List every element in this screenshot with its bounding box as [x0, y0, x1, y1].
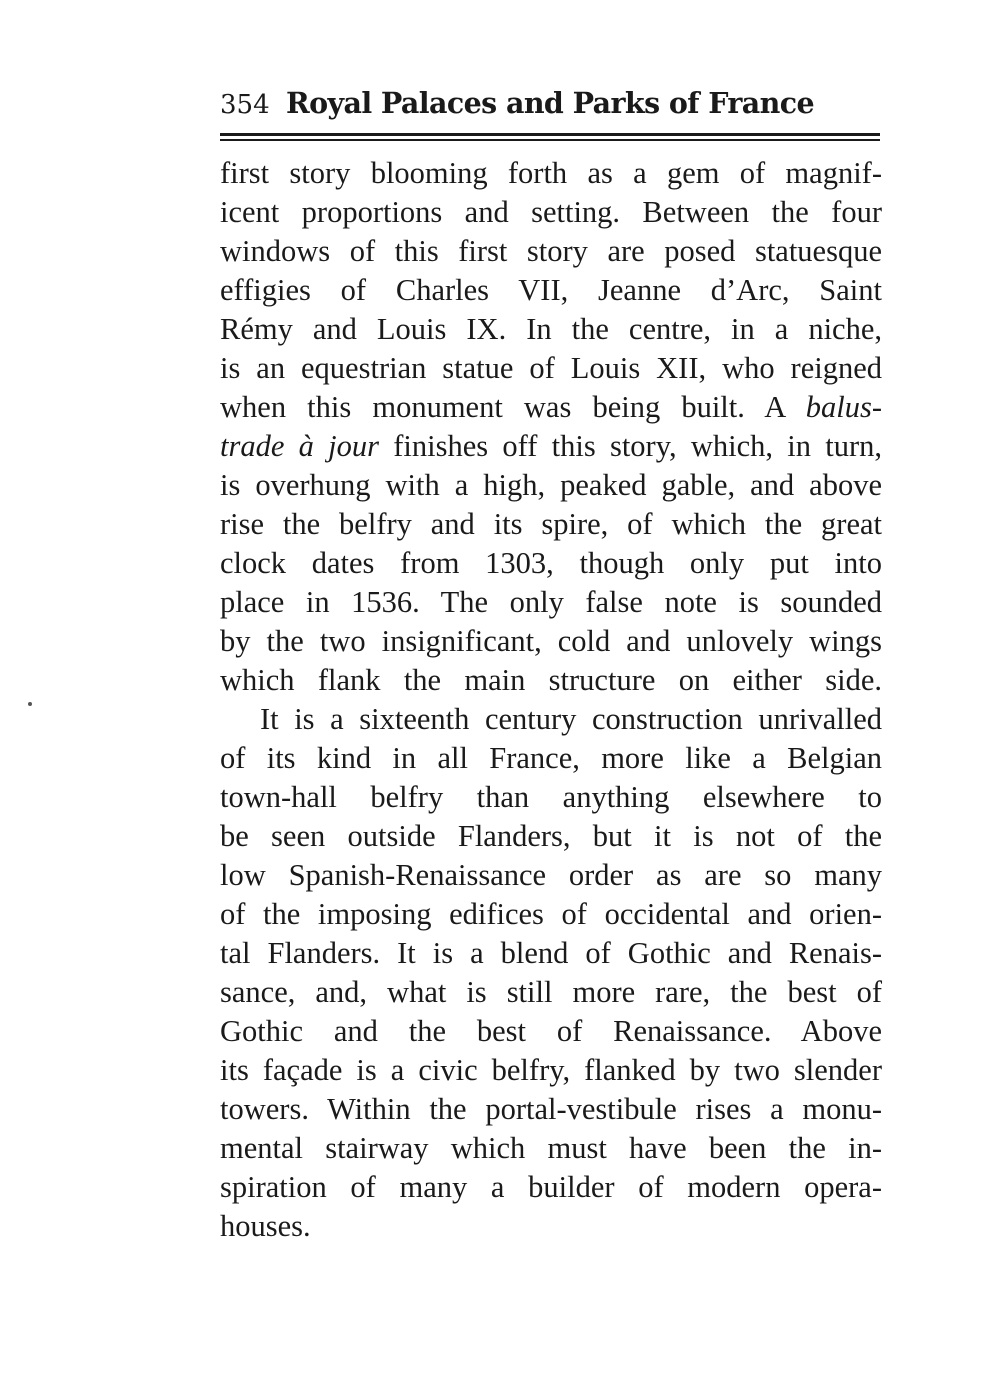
- text-line: sance, and, what is still more rare, the best of: [220, 975, 882, 1009]
- text-line: houses.: [220, 1209, 311, 1243]
- text-segment: when this monument was being built. A: [220, 390, 806, 424]
- text-line: first story blooming forth as a gem of magnif-: [220, 156, 882, 190]
- header-rule-thick: [220, 133, 880, 136]
- scan-speck: [28, 702, 32, 706]
- text-line: mental stairway which must have been the in-: [220, 1131, 882, 1165]
- text-line: by the two insignificant, cold and unlovely wings: [220, 624, 882, 658]
- text-segment: finishes off this story, which, in turn,: [378, 429, 882, 463]
- text-line: which flank the main structure on either side.: [220, 663, 882, 697]
- text-line: [220, 388, 882, 427]
- text-line: of the imposing edifices of occidental and orien-: [220, 897, 882, 931]
- body-text: [220, 154, 882, 1246]
- header-rule-thin: [220, 139, 880, 141]
- text-line: rise the belfry and its spire, of which the great: [220, 507, 882, 541]
- text-line: place in 1536. The only false note is sounded: [220, 585, 882, 619]
- italic-phrase: balus-: [805, 390, 882, 424]
- text-line: It is a sixteenth century construction unrivalled: [260, 702, 882, 736]
- text-line: is overhung with a high, peaked gable, and above: [220, 468, 882, 502]
- text-line: is an equestrian statue of Louis XII, who reigned: [220, 351, 882, 385]
- text-line: windows of this first story are posed statuesque: [220, 234, 882, 268]
- text-line: tal Flanders. It is a blend of Gothic and Renais-: [220, 936, 882, 970]
- italic-phrase: trade à jour: [220, 429, 379, 463]
- text-line: clock dates from 1303, though only put into: [220, 546, 882, 580]
- text-line: of its kind in all France, more like a Belgian: [220, 741, 882, 775]
- text-line: spiration of many a builder of modern opera-: [220, 1170, 882, 1204]
- text-line: its façade is a civic belfry, flanked by two slender: [220, 1053, 882, 1087]
- text-line: effigies of Charles VII, Jeanne d’Arc, Saint: [220, 273, 882, 307]
- text-line: Rémy and Louis IX. In the centre, in a niche,: [220, 312, 882, 346]
- text-line: town-hall belfry than anything elsewhere to: [220, 780, 882, 814]
- text-line: [220, 427, 882, 466]
- text-line: icent proportions and setting. Between the four: [220, 195, 882, 229]
- text-line: low Spanish-Renaissance order as are so many: [220, 858, 882, 892]
- book-title: Royal Palaces and Parks of France: [286, 86, 815, 120]
- text-line: be seen outside Flanders, but it is not of the: [220, 819, 882, 853]
- page-number: 354: [220, 90, 270, 120]
- text-line: Gothic and the best of Renaissance. Above: [220, 1014, 882, 1048]
- running-head: [220, 84, 882, 130]
- text-line: towers. Within the portal-vestibule rises a monu-: [220, 1092, 882, 1126]
